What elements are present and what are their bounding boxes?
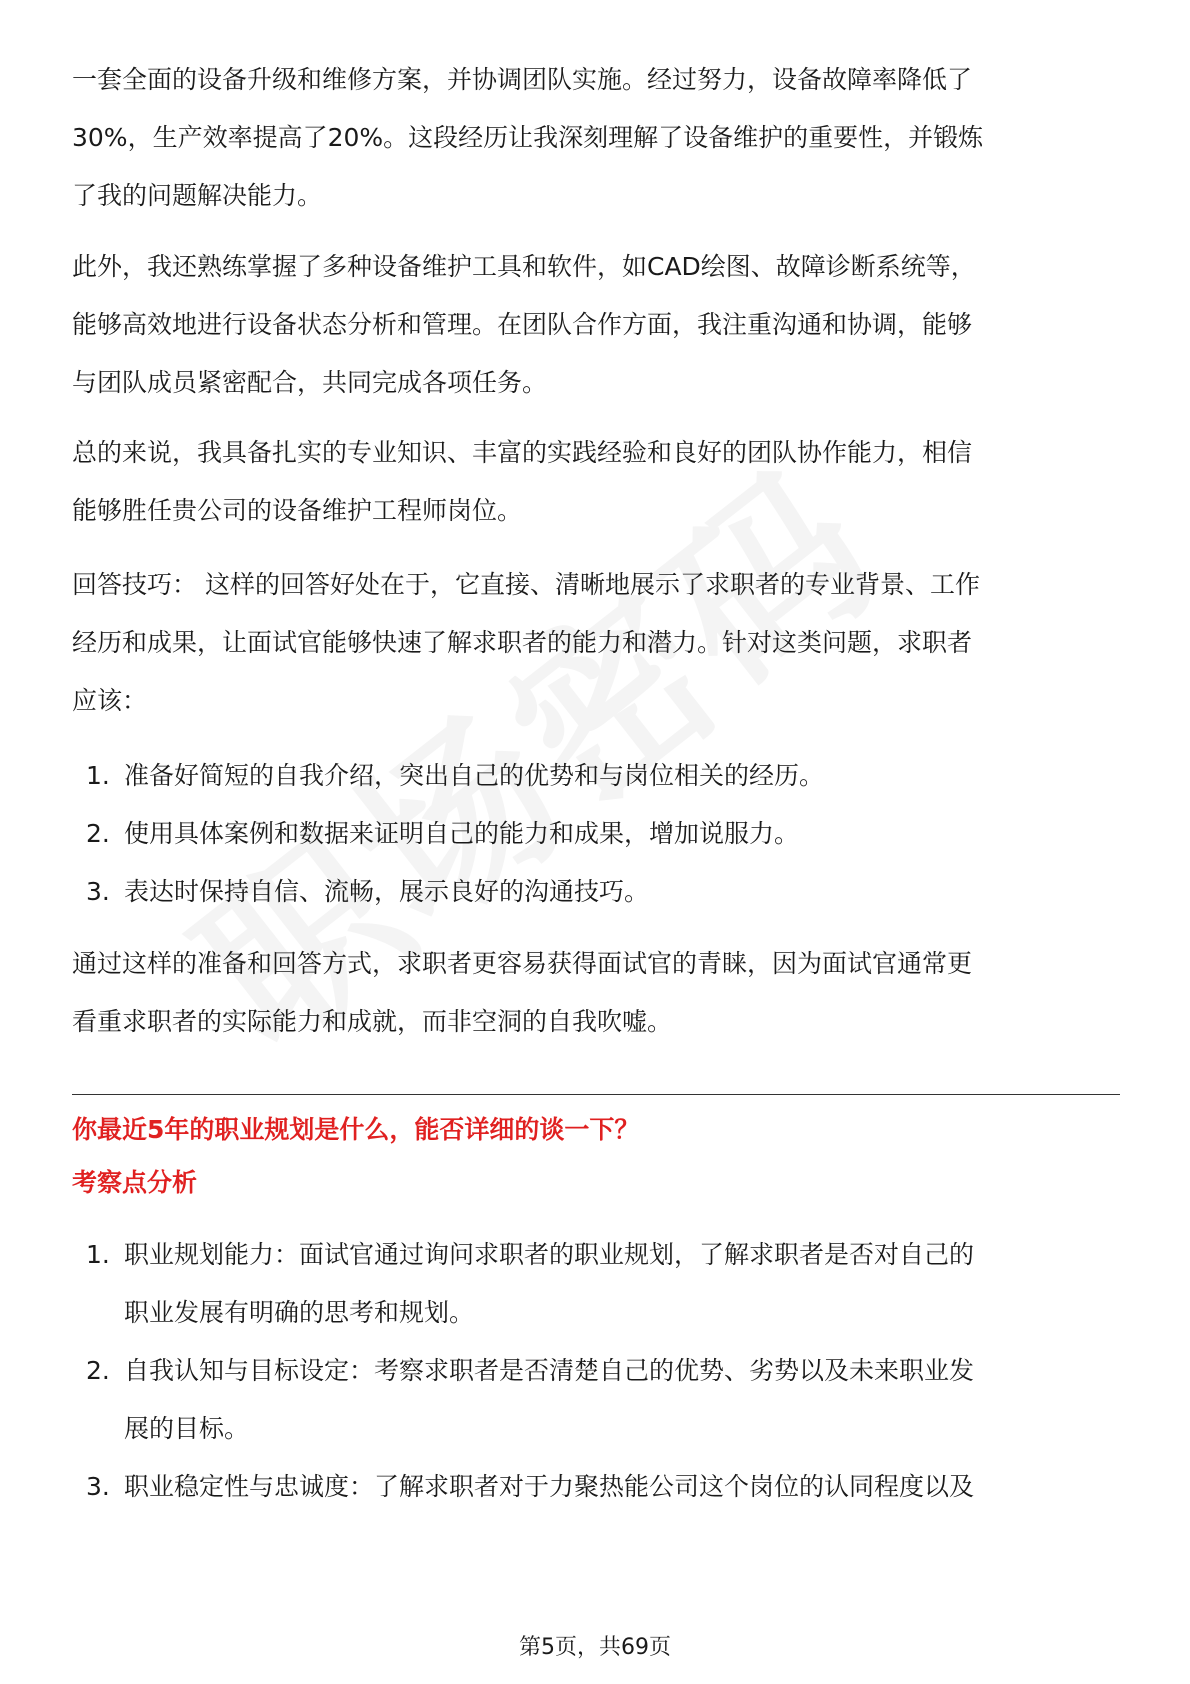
list-number: 3.	[86, 1472, 110, 1501]
list-text: 表达时保持自信、流畅，展示良好的沟通技巧。	[124, 877, 650, 906]
analysis-points-list	[72, 1226, 1120, 1516]
list-item	[72, 747, 1120, 805]
analysis-subtitle: 考察点分析	[72, 1168, 198, 1197]
list-item	[72, 805, 1120, 863]
list-number: 1.	[86, 1240, 110, 1269]
text-line: 通过这样的准备和回答方式，求职者更容易获得面试官的青睐，因为面试官通常更	[72, 949, 973, 978]
text-line: 看重求职者的实际能力和成就，而非空洞的自我吹嘘。	[72, 1007, 673, 1036]
list-text: 职业稳定性与忠诚度：了解求职者对于力聚热能公司这个岗位的认同程度以及	[124, 1472, 975, 1501]
closing-paragraph	[72, 935, 1120, 1051]
text-line: 回答技巧： 这样的回答好处在于，它直接、清晰地展示了求职者的专业背景、工作	[72, 570, 980, 599]
text-line: 了我的问题解决能力。	[72, 181, 323, 210]
list-number: 2.	[86, 1356, 110, 1385]
question-title: 你最近5年的职业规划是什么，能否详细的谈一下？	[72, 1115, 640, 1144]
text-line: 应该：	[72, 686, 148, 715]
list-text: 展的目标。	[124, 1414, 250, 1443]
text-line: 30%，生产效率提高了20%。这段经历让我深刻理解了设备维护的重要性，并锻炼	[72, 123, 984, 152]
list-text: 职业规划能力：面试官通过询问求职者的职业规划，了解求职者是否对自己的	[124, 1240, 975, 1269]
list-number: 3.	[86, 877, 110, 906]
list-text: 自我认知与目标设定：考察求职者是否清楚自己的优势、劣势以及未来职业发	[124, 1356, 975, 1385]
list-text: 使用具体案例和数据来证明自己的能力和成果，增加说服力。	[124, 819, 800, 848]
list-text: 职业发展有明确的思考和规划。	[124, 1298, 475, 1327]
section-divider	[72, 1094, 1120, 1095]
text-line: 能够高效地进行设备状态分析和管理。在团队合作方面，我注重沟通和协调，能够	[72, 310, 973, 339]
list-item	[72, 1458, 1120, 1516]
paragraph-2	[72, 238, 1120, 412]
list-text: 准备好简短的自我介绍，突出自己的优势和与岗位相关的经历。	[124, 761, 825, 790]
text-line: 总的来说，我具备扎实的专业知识、丰富的实践经验和良好的团队协作能力，相信	[72, 438, 973, 467]
tips-list	[72, 747, 1120, 921]
page-footer: 第5页，共69页	[519, 1635, 671, 1660]
answer-tips-paragraph	[72, 556, 1120, 730]
text-line: 能够胜任贵公司的设备维护工程师岗位。	[72, 496, 523, 525]
list-item	[72, 1342, 1120, 1458]
list-item	[72, 863, 1120, 921]
text-line: 此外，我还熟练掌握了多种设备维护工具和软件，如CAD绘图、故障诊断系统等，	[72, 252, 976, 281]
text-line: 一套全面的设备升级和维修方案，并协调团队实施。经过努力，设备故障率降低了	[72, 65, 973, 94]
paragraph-1	[72, 51, 1120, 225]
text-line: 与团队成员紧密配合，共同完成各项任务。	[72, 368, 548, 397]
list-number: 2.	[86, 819, 110, 848]
paragraph-3	[72, 424, 1120, 540]
list-item	[72, 1226, 1120, 1342]
list-number: 1.	[86, 761, 110, 790]
text-line: 经历和成果，让面试官能够快速了解求职者的能力和潜力。针对这类问题，求职者	[72, 628, 973, 657]
